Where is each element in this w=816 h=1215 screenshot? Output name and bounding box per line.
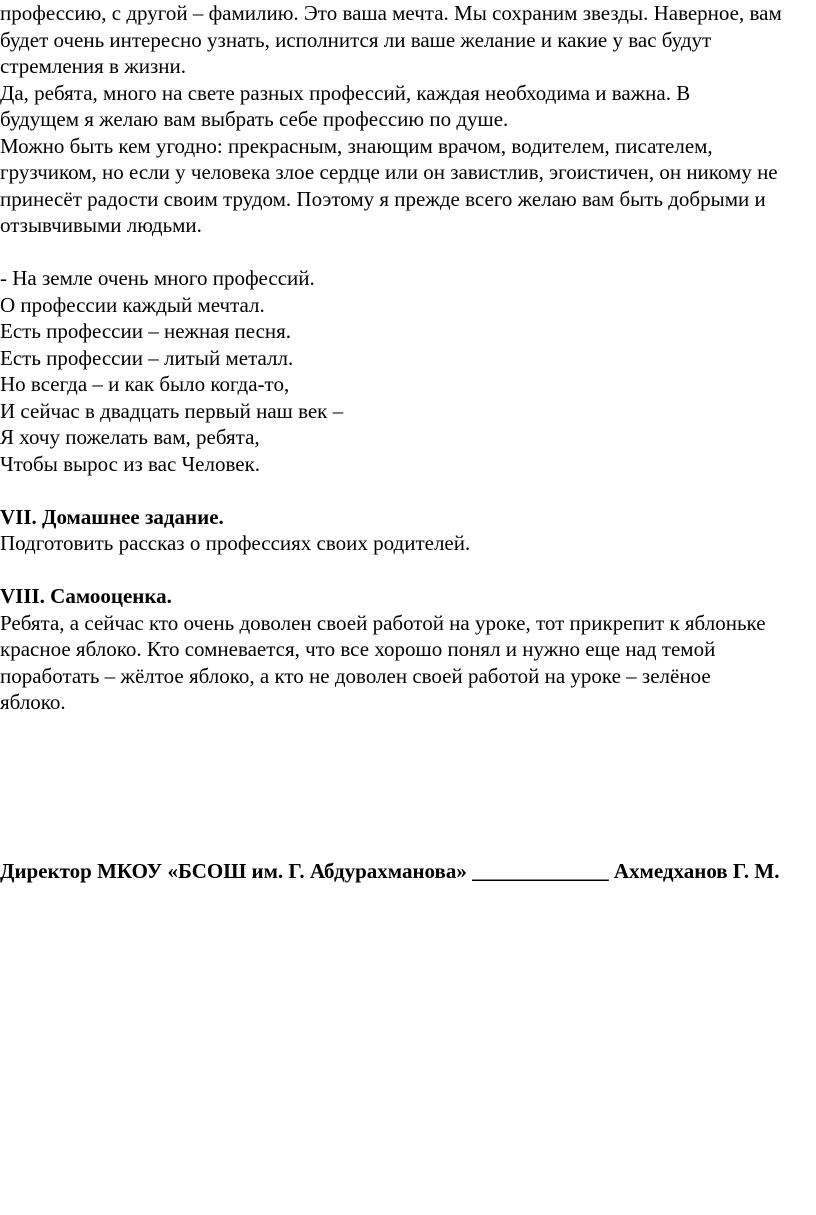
text-line: грузчиком, но если у человека злое сердце или он завистлив, эгоистичен, он никому не bbox=[0, 160, 778, 184]
text-line: профессию, с другой – фамилию. Это ваша мечта. Мы сохраним звезды. Наверное, вам bbox=[0, 1, 782, 25]
text-line: Можно быть кем угодно: прекрасным, знающим врачом, водителем, писателем, bbox=[0, 133, 713, 158]
text-line: Подготовить рассказ о профессиях своих родителей. bbox=[0, 531, 471, 555]
poem-line: Но всегда – и как было когда-то, bbox=[0, 372, 290, 396]
blank-line bbox=[0, 239, 816, 266]
text-line: будет очень интересно узнать, исполнится ли ваше желание и какие у вас будут bbox=[0, 27, 712, 52]
text-line: поработать – жёлтое яблоко, а кто не доволен своей работой на уроке – зелёное bbox=[0, 663, 711, 688]
poem-line: О профессии каждый мечтал. bbox=[0, 292, 265, 317]
text-line: принесёт радости своим трудом. Поэтому я прежде всего желаю вам быть добрыми и bbox=[0, 186, 766, 211]
text-line: яблоко. bbox=[0, 690, 66, 714]
text-line: Ребята, а сейчас кто очень доволен своей работой на уроке, тот прикрепит к яблоньке bbox=[0, 610, 766, 635]
text-line: Да, ребята, много на свете разных профессий, каждая необходима и важна. В bbox=[0, 80, 691, 105]
poem bbox=[0, 265, 816, 477]
text-line: будущем я желаю вам выбрать себе профессию по душе. bbox=[0, 107, 509, 131]
blank-line bbox=[0, 557, 816, 584]
section-heading: VII. Домашнее задание. bbox=[0, 504, 224, 529]
poem-line: Я хочу пожелать вам, ребята, bbox=[0, 425, 260, 449]
text-line: стремления в жизни. bbox=[0, 54, 186, 78]
poem-line: И сейчас в двадцать первый наш век – bbox=[0, 398, 344, 423]
text-line: красное яблоко. Кто сомневается, что все хорошо понял и нужно еще над темой bbox=[0, 637, 716, 661]
section-heading: VIII. Самооценка. bbox=[0, 584, 172, 608]
blank-line bbox=[0, 477, 816, 504]
text-line: отзывчивыми людьми. bbox=[0, 213, 202, 237]
poem-line: Есть профессии – литый металл. bbox=[0, 345, 294, 370]
poem-line: - На земле очень много профессий. bbox=[0, 266, 315, 290]
poem-line: Есть профессии – нежная песня. bbox=[0, 319, 292, 343]
intro-paragraphs bbox=[0, 0, 816, 239]
director-signature-line: Директор МКОУ «БСОШ им. Г. Абдурахманова» _____________ Ахмедханов Г. М. bbox=[0, 859, 780, 883]
section-homework bbox=[0, 504, 816, 557]
section-self-assessment bbox=[0, 583, 816, 716]
poem-line: Чтобы вырос из вас Человек. bbox=[0, 451, 261, 476]
